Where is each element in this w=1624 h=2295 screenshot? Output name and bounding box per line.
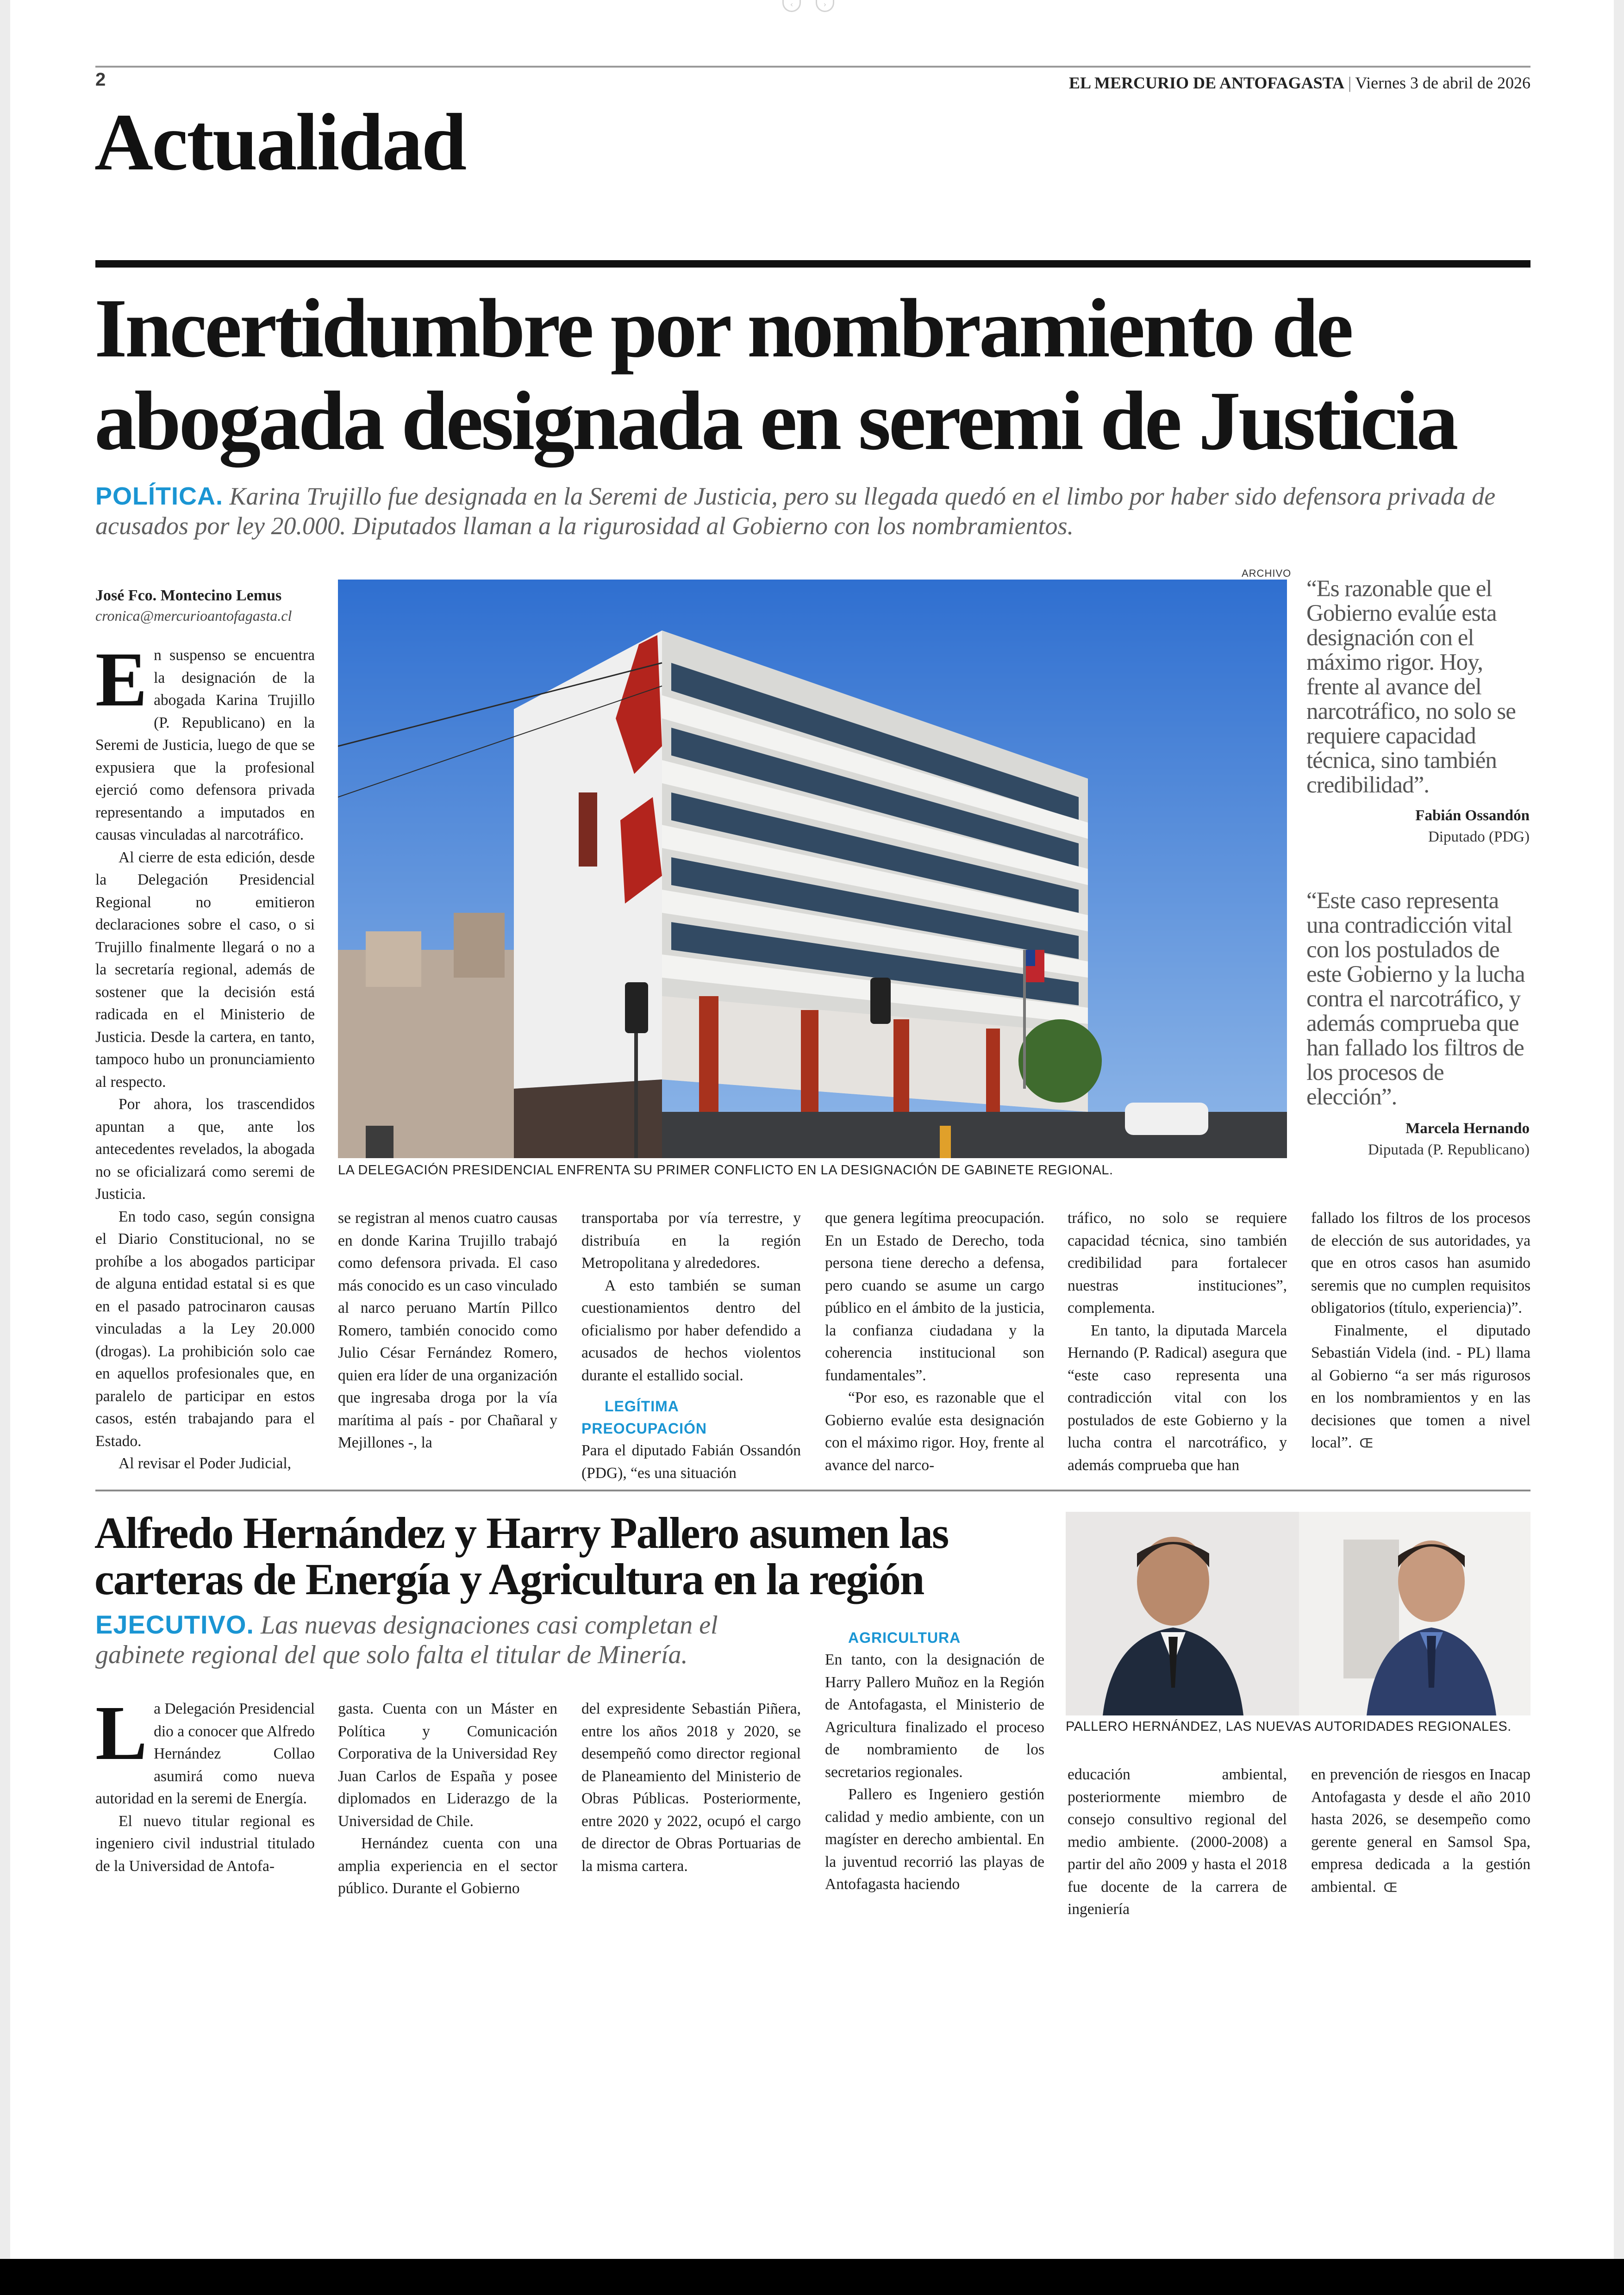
main-col1-p2: Al cierre de esta edición, desde la Delegación Presidencial Regional no emitieron declaraciones sobre el caso, o si Trujillo finalmente llegará o no a la secretaría regional, además de sostener que la decisión está radicada en el Ministerio de Justicia. Desde la cartera, en tanto, tampoco hubo un pronunciamiento al respecto. (95, 848, 315, 1091)
pull-quote-1-role: Diputado (PDG) (1428, 829, 1530, 845)
main-col3-p3: Para el diputado Fabián Ossandón (PDG), “es una situación (581, 1442, 801, 1482)
main-col4-p2: “Por eso, es razonable que el Gobierno evalúe esta designación con el máximo rigor. Hoy, frente al avance del narco- (825, 1389, 1044, 1474)
second-col1-p1-text: a Delegación Presidencial dio a conocer que Alfredo Hernández Collao asumirá como nueva autoridad en la seremi de Energía. (95, 1700, 315, 1807)
second-headline-line2: carteras de Energía y Agricultura en la región (94, 1554, 924, 1604)
building-photo (338, 580, 1287, 1158)
byline-email[interactable]: cronica@mercurioantofagasta.cl (95, 607, 292, 624)
section-title: Actualidad (94, 97, 466, 187)
publication-name: EL MERCURIO DE ANTOFAGASTA (1068, 74, 1345, 92)
second-deck-text: Las nuevas designaciones casi completan el gabinete regional del que solo falta el titular de Minería. (95, 1611, 718, 1669)
main-headline-line2: abogada designada en seremi de Justicia (94, 374, 1456, 468)
main-col1-p1 (95, 636, 315, 847)
second-col1-p2: El nuevo titular regional es ingeniero civil industrial titulado de la Universidad de Antofa- (95, 1812, 315, 1875)
second-col2-p2: Hernández cuenta con una amplia experiencia en el sector público. Durante el Gobierno (338, 1835, 557, 1897)
main-column-3 (581, 1207, 801, 1484)
portraits-caption: PALLERO HERNÁNDEZ, LAS NUEVAS AUTORIDADES REGIONALES. (1066, 1719, 1512, 1734)
main-column-6 (1311, 1207, 1530, 1455)
main-col3-subhead: LEGÍTIMA PREOCUPACIÓN (581, 1398, 707, 1437)
main-col1-p1-text: n suspenso se encuentra la designación de la abogada Karina Trujillo (P. Republicano) en la Seremi de Justicia, luego de que se expusiera que la profesional ejerció como defensora privada representando a imputados en causas vinculadas al narcotráfico. (95, 647, 315, 843)
second-kicker: EJECUTIVO. (95, 1610, 254, 1639)
second-column-4 (825, 1627, 1044, 1896)
second-deck (95, 1610, 804, 1670)
main-headline-line1: Incertidumbre por nombramiento de (94, 282, 1351, 375)
main-col5-p1: tráfico, no solo se requiere capacidad técnica, sino también credibilidad para fortalecer nuestras instituciones”, complementa. (1068, 1210, 1287, 1316)
main-col6-p2 (1311, 1320, 1530, 1455)
second-column-3 (581, 1698, 801, 1877)
publication-date: Viernes 3 de abril de 2026 (1355, 74, 1530, 92)
main-col1-p3: Por ahora, los trascendidos apuntan a que, ante los antecedentes revelados, la abogada no se oficializará como seremi de Justicia. (95, 1096, 315, 1203)
main-col2-text: se registran al menos cuatro causas en donde Karina Trujillo trabajó como defensora privada. El caso más conocido es un caso vinculado al narco peruano Martín Pillco Romero, también conocido como Julio César Fernández Romero, quien era líder de una organización que ingresaba droga por la vía marítima al país - por Chañaral y Mejillones -, la (338, 1210, 557, 1451)
second-col4-p1: En tanto, con la designación de Harry Pallero Muñoz en la Región de Antofagasta, el Ministerio de Agricultura finalizado el proceso de nombramiento de los secretarios regionales. (825, 1651, 1044, 1781)
portraits-photo (1066, 1512, 1530, 1715)
dropcap-second: L (95, 1690, 148, 1776)
second-col6-p1 (1311, 1764, 1530, 1899)
main-col6-p1: fallado los filtros de los procesos de elección de sus autoridades, ya que en otros casos han asumido seremis que no cumplen requisitos obligatorios (título, experiencia)”. (1311, 1210, 1530, 1316)
main-col4-p1: que genera legítima preocupación. En un Estado de Derecho, toda persona tiene derecho a defensa, pero cuando se asume un cargo público en el ámbito de la justicia, la confianza ciudadana y la coherencia institucional son fundamentales”. (825, 1210, 1044, 1384)
folio-rule (95, 66, 1530, 68)
circle-arrow-right-icon[interactable]: › (816, 0, 834, 12)
main-col1-p4: En todo caso, según consigna el Diario Constitucional, no se prohíbe a los abogados participar de alguna entidad estatal si es que en el pasado patrocinaron causas vinculadas a la Ley 20.000 (drogas). La prohibición solo cae en aquellos profesionales que, en paralelo de participar en estos casos, estén trabajando para el Estado. (95, 1208, 315, 1450)
page-edge-right (1614, 0, 1624, 2259)
main-deck (95, 481, 1530, 541)
second-col1-p1 (95, 1690, 315, 1810)
second-headline-line1: Alfredo Hernández y Harry Pallero asumen las (94, 1508, 949, 1558)
byline-name: José Fco. Montecino Lemus (95, 587, 282, 604)
main-kicker: POLÍTICA. (95, 482, 223, 510)
second-column-2 (338, 1698, 557, 1900)
pull-quote-2-role: Diputada (P. Republicano) (1368, 1141, 1530, 1158)
section-rule (95, 260, 1530, 268)
page-nav (782, 0, 838, 14)
masthead (1069, 73, 1530, 93)
second-col4-p2: Pallero es Ingeniero gestión calidad y medio ambiente, con un magíster en derecho ambiental. En la juventud recorrió las playas de Antofagasta haciendo (825, 1786, 1044, 1893)
main-column-1 (95, 636, 315, 1475)
main-column-4 (825, 1207, 1044, 1477)
main-column-2 (338, 1207, 557, 1454)
second-column-5 (1068, 1764, 1287, 1921)
page-number: 2 (95, 69, 106, 90)
second-col4-subhead: AGRICULTURA (848, 1629, 961, 1646)
bottom-bar (0, 2259, 1624, 2295)
second-column-6 (1311, 1764, 1530, 1899)
main-col3-p2: A esto también se suman cuestionamientos dentro del oficialismo por haber defendido a acusados de hechos violentos durante el estallido social. (581, 1277, 801, 1384)
page-edge-left (0, 0, 10, 2259)
main-col1-p5: Al revisar el Poder Judicial, (119, 1455, 292, 1472)
main-col3-p1: transportaba por vía terrestre, y distribuía en la región Metropolitana y alrededores. (581, 1210, 801, 1272)
pull-quote-2-name: Marcela Hernando (1405, 1120, 1530, 1137)
main-column-5 (1068, 1207, 1287, 1477)
photo-credit: ARCHIVO (1242, 568, 1292, 579)
second-headline (94, 1510, 1081, 1603)
circle-arrow-left-icon[interactable]: ‹ (782, 0, 801, 12)
second-column-1 (95, 1690, 315, 1877)
second-col2-p1: gasta. Cuenta con un Máster en Política y Comunicación Corporativa de la Universidad Rey Juan Carlos de España y posee diplomados en Liderazgo de la Universidad de Chile. (338, 1700, 557, 1830)
main-col6-p2-text: Finalmente, el diputado Sebastián Videla (ind. - PL) llama al Gobierno “a ser más rigurosos en los nombramientos y en las decisiones que tomen a nivel local”. (1311, 1322, 1530, 1451)
dropcap: E (95, 636, 148, 723)
main-headline (94, 282, 1534, 468)
story-separator (95, 1490, 1530, 1491)
second-col6-p1-text: en prevención de riesgos en Inacap Antofagasta y desde el año 2010 hasta 2026, se desempeño como gerente general en Samsol Spa, empresa dedicada a la gestión ambiental. (1311, 1766, 1530, 1896)
section-end-icon: Œ (1383, 1879, 1398, 1895)
second-col3-p1: del expresidente Sebastián Piñera, entre los años 2018 y 2020, se desempeñó como director regional de Planeamiento del Ministerio de Obras Públicas. Posteriormente, entre 2020 y 2022, ocupó el cargo de director de Obras Portuarias de la misma cartera. (581, 1700, 801, 1875)
pull-quote-1: “Es razonable que el Gobierno evalúe esta designación con el máximo rigor. Hoy, frente al avance del narcotráfico, no solo se requiere capacidad técnica, sino también credibilidad”. (1306, 576, 1516, 798)
pull-quote-1-name: Fabián Ossandón (1415, 807, 1530, 824)
second-col5-p1: educación ambiental, posteriormente miembro de consejo consultivo regional del medio ambiente. (2000-2008) a partir del año 2009 y hasta el 2018 fue docente de la carrera de ingeniería (1068, 1766, 1287, 1918)
main-col5-p2: En tanto, la diputada Marcela Hernando (P. Radical) asegura que “este caso representa una contradicción vital con los postulados de este Gobierno y la lucha contra el narcotráfico, y además comprueba que han (1068, 1322, 1287, 1474)
main-deck-text: Karina Trujillo fue designada en la Seremi de Justicia, pero su llegada quedó en el limbo por haber sido defensora privada de acusados por ley 20.000. Diputados llaman a la rigurosidad al Gobierno con los nombramientos. (95, 482, 1496, 540)
section-end-icon: Œ (1359, 1435, 1374, 1451)
pull-quote-2: “Este caso representa una contradicción vital con los postulados de este Gobierno y la lucha contra el narcotráfico, y además comprueba que han fallado los filtros de los procesos de elección”. (1306, 888, 1525, 1110)
photo-caption: LA DELEGACIÓN PRESIDENCIAL ENFRENTA SU PRIMER CONFLICTO EN LA DESIGNACIÓN DE GABINETE REGIONAL. (338, 1163, 1113, 1178)
masthead-separator: | (1348, 74, 1352, 92)
